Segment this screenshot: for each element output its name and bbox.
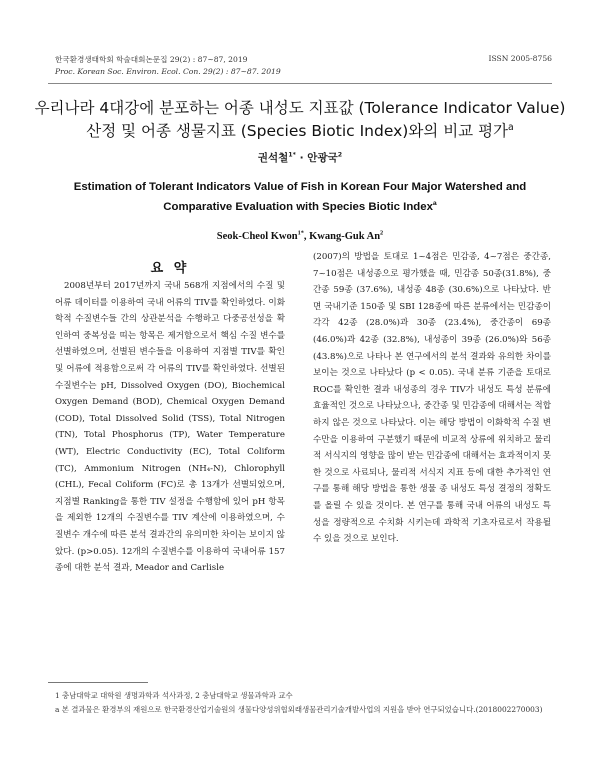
footnote-funding: a 본 결과물은 환경부의 재원으로 한국환경산업기술원의 생물다양성위협외래생물관리기술개발사업의 지원을 받아 연구되었습니다.(2018002270003)	[55, 705, 543, 714]
english-author-2: Kwang-Guk An	[309, 231, 381, 242]
korean-author-separator: ·	[295, 152, 308, 164]
english-title-footnote-mark: a	[432, 200, 437, 208]
journal-header-korean: 한국환경생태학회 학술대회논문집 29(2) : 87~87, 2019	[55, 55, 248, 64]
korean-title-line-2	[30, 120, 570, 142]
abstract-right-text: (2007)의 방법을 토대로 1~4점은 민감종, 4~7점은 중간종, 7~10점은 내성종으로 평가했을 때, 민감종 50종(31.8%), 중간종 59종 (37.6%), 내성종 48종 (30.6%)으로 나타났다. 반면 국내기준 150종 및 SBI 128종에 따른 분류에서는 민감종이 각각 42종 (28.0%)과 30종 (23.4%), 중간종이 69종 (46.0%)과 42종 (32.8%), 내성종이 39종 (26.0%)와 56종 (43.8%)으로 나타나 본 연구에서의 분석 결과와 유의한 차이를 보이는 것으로 나타났다 (p < 0.05). 국내 분류 기준을 토대로 ROC를 확인한 결과 내성종의 경우 TIV가 내성도 특성 분류에 효율적인 것으로 나타났으나, 중간종 및 민감종에 대해서는 적합하지 않은 것으로 나타났다. 이는 해당 방법이 이화학적 수질 변수만을 이용하여 구분했기 때문에 비교적 상류에 위치하고 물리적 서식지의 영향을 많이 받는 민감종에 대해서는 효과적이지 못한 것으로 사료되나, 물리적 서식지 지표 등에 대한 추가적인 연구를 통해 해당 방법을 통한 생물 종 내성도 특성 결정의 정확도를 올릴 수 있을 것이다. 본 연구를 통해 국내 어류의 내성도 특성을 정량적으로 수치화 시키는데 과학적 기초자료로서 작용될 수 있을 것으로 보인다.	[313, 252, 551, 545]
korean-title-line-2-text: 산정 및 어종 생물지표 (Species Biotic Index)와의 비교 평가	[86, 122, 509, 140]
abstract-heading: 요 약	[150, 261, 190, 276]
korean-author-2-affil: 2	[337, 151, 343, 159]
english-title-line-1: Estimation of Tolerant Indicators Value of Fish in Korean Four Major Watershed and	[73, 181, 527, 193]
abstract-left-column	[55, 278, 285, 577]
english-author-separator: ,	[303, 231, 310, 242]
journal-header-english: Proc. Korean Soc. Environ. Ecol. Con. 29(2) : 87~87. 2019	[55, 67, 281, 76]
korean-author-2: 안광국	[307, 152, 338, 164]
footnote-affiliations: 1 충남대학교 대학원 생명과학과 석사과정, 2 충남대학교 생물과학과 교수	[55, 691, 293, 700]
english-author-1-affil: 1*	[297, 229, 304, 237]
footnote-divider	[48, 682, 148, 683]
english-authors	[0, 231, 600, 242]
korean-title-footnote-mark: a	[508, 121, 514, 133]
issn-label: ISSN 2005-8756	[488, 54, 552, 63]
korean-author-1: 권석철	[257, 152, 289, 164]
english-title-line-2	[30, 201, 570, 213]
header-divider	[48, 83, 552, 84]
korean-title-line-1: 우리나라 4대강에 분포하는 어종 내성도 지표값 (Tolerance Indicator Value)	[34, 99, 566, 117]
abstract-right-column	[313, 249, 551, 548]
korean-author-1-affil: 1*	[288, 151, 296, 159]
english-author-1: Seok-Cheol Kwon	[216, 231, 298, 242]
english-title-line-2-text: Comparative Evaluation with Species Biotic Index	[163, 201, 433, 213]
korean-authors	[0, 150, 600, 165]
abstract-left-text: 2008년부터 2017년까지 국내 568개 지점에서의 수질 및 어류 데이터를 이용하여 국내 어류의 TIV를 확인하였다. 이화학적 수질변수들 간의 상관분석을 수행하고 다중공선성을 확인하여 중복성을 띠는 항목은 제거함으로서 핵심 수질 변수를 선별하였으며, 선별된 변수들을 이용하여 지점별 TIV를 확인 및 어류에 적용함으로써 각 어류의 TIV를 확인하였다. 선별된 수질변수는 pH, Dissolved Oxygen (DO), Biochemical Oxygen Demand (BOD), Chemical Oxygen Demand (COD), Total Dissolved Solid (TSS), Total Nitrogen (TN), Total Phosphorus (TP), Water Temperature (WT), Electric Conductivity (EC), Total Coliform (TC), Ammonium Nitrogen (NH₄-N), Chlorophyll (CHL), Fecal Coliform (FC)로 총 13개가 선별되었으며, 지점별 Ranking을 통한 TIV 설정을 수행함에 있어 pH 항목을 제외한 12개의 수질변수를 TIV 계산에 이용하였으며, 수질변수 개수에 따른 분석 결과간의 유의미한 차이는 보이지 않았다. (p>0.05). 12개의 수질변수를 이용하여 국내어류 157종에 대한 분석 결과, Meador and Carlisle	[55, 281, 285, 574]
english-author-2-affil: 2	[380, 229, 384, 237]
